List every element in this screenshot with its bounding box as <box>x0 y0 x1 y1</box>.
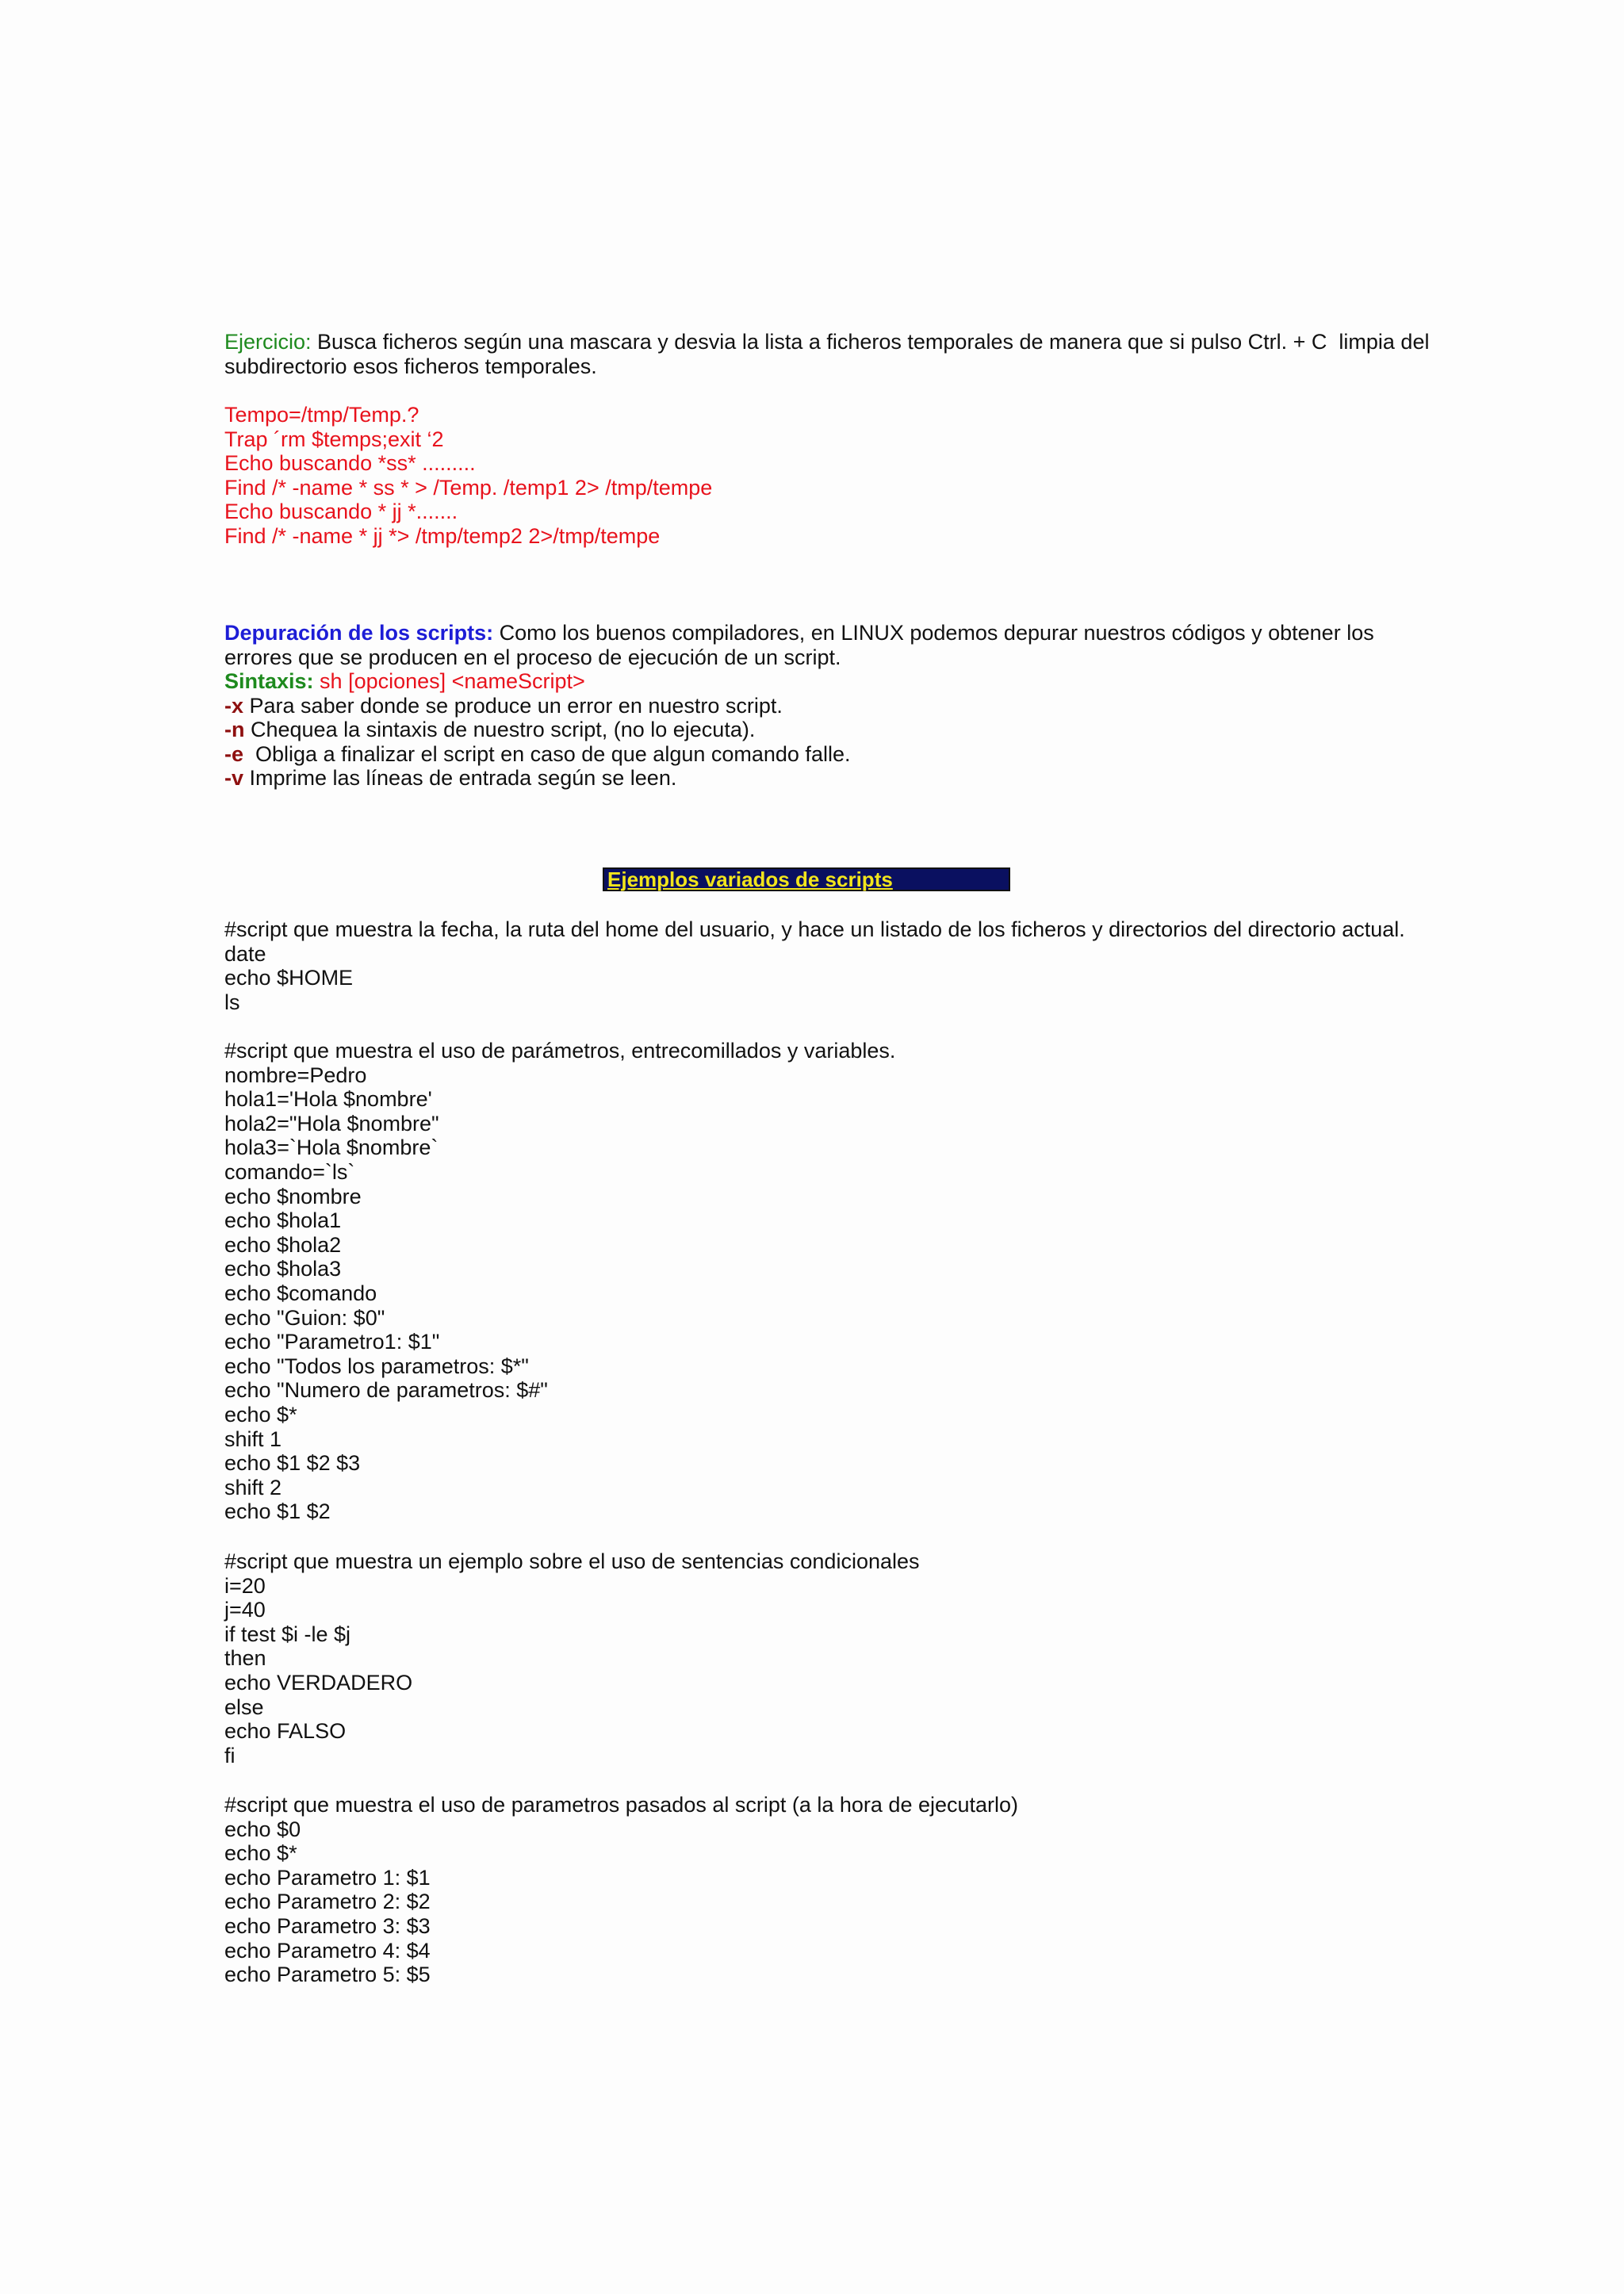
code-line: Echo buscando * jj *....... <box>224 500 458 524</box>
ejercicio-code-block <box>224 403 1414 549</box>
script-line: echo $hola2 <box>224 1232 342 1257</box>
script-line: echo $* <box>224 1841 297 1866</box>
sintaxis-line <box>224 669 1414 694</box>
option-e <box>224 742 1414 767</box>
ejercicio-text-2: subdirectorio esos ficheros temporales. <box>224 354 597 378</box>
script-block-2 <box>224 1039 1414 1524</box>
option-desc: Obliga a finalizar el script en caso de que algun comando falle. <box>243 741 851 766</box>
script-line: echo "Todos los parametros: $*" <box>224 1354 529 1378</box>
depuracion-section <box>224 621 1414 791</box>
script-line: else <box>224 1695 264 1719</box>
depuracion-text-2: errores que se producen en el proceso de ejecución de un script. <box>224 645 841 669</box>
sintaxis-value: sh [opciones] <nameScript> <box>313 669 585 693</box>
option-flag: -e <box>224 741 244 766</box>
script-block-4 <box>224 1793 1414 1987</box>
code-line: Find /* -name * ss * > /Temp. /temp1 2> /tmp/tempe <box>224 475 713 500</box>
script-line: echo Parametro 2: $2 <box>224 1890 431 1914</box>
script-line: echo $1 $2 $3 <box>224 1451 361 1476</box>
script-line: nombre=Pedro <box>224 1063 367 1087</box>
script-line: i=20 <box>224 1573 266 1598</box>
script-line: echo $1 $2 <box>224 1499 331 1524</box>
ejercicio-line-1 <box>224 330 1430 354</box>
option-desc: Imprime las líneas de entrada según se leen. <box>243 766 677 790</box>
code-line: Find /* -name * jj *> /tmp/temp2 2>/tmp/tempe <box>224 523 661 548</box>
ejercicio-label: Ejercicio: <box>224 330 312 354</box>
script-comment: #script que muestra un ejemplo sobre el uso de sentencias condicionales <box>224 1549 920 1573</box>
script-line: if test $i -le $j <box>224 1622 351 1646</box>
script-line: ls <box>224 990 240 1014</box>
script-line: echo $nombre <box>224 1184 362 1208</box>
script-line: hola3=`Hola $nombre` <box>224 1136 439 1160</box>
section-banner <box>603 867 1010 891</box>
ejercicio-paragraph <box>224 330 1430 378</box>
script-line: echo "Parametro1: $1" <box>224 1330 440 1354</box>
script-line: echo "Guion: $0" <box>224 1305 385 1330</box>
script-line: echo Parametro 1: $1 <box>224 1865 431 1890</box>
script-line: echo $0 <box>224 1817 301 1841</box>
option-x <box>224 694 1414 718</box>
depuracion-text-1: Como los buenos compiladores, en LINUX podemos depurar nuestros códigos y obtener los <box>493 621 1374 645</box>
depuracion-heading: Depuración de los scripts: <box>224 621 494 645</box>
script-line: hola2="Hola $nombre" <box>224 1111 439 1136</box>
option-v <box>224 766 1414 791</box>
code-line: Tempo=/tmp/Temp.? <box>224 403 419 427</box>
script-line: echo VERDADERO <box>224 1670 413 1695</box>
option-flag: -v <box>224 766 244 790</box>
script-line: comando=`ls` <box>224 1159 355 1184</box>
option-n <box>224 718 1414 742</box>
script-line: then <box>224 1646 266 1671</box>
script-line: echo $hola1 <box>224 1208 342 1233</box>
ejercicio-text-1: Busca ficheros según una mascara y desvia la lista a ficheros temporales de manera que si pulso Ctrl. + C limpia del <box>311 330 1430 354</box>
script-line: echo Parametro 4: $4 <box>224 1938 431 1963</box>
script-line: echo Parametro 3: $3 <box>224 1913 431 1938</box>
code-line: Echo buscando *ss* ......... <box>224 451 476 476</box>
option-desc: Chequea la sintaxis de nuestro script, (no lo ejecuta). <box>244 718 756 741</box>
option-desc: Para saber donde se produce un error en nuestro script. <box>243 693 783 718</box>
script-line: echo Parametro 5: $5 <box>224 1963 431 1987</box>
script-line: echo $HOME <box>224 966 354 990</box>
script-comment: #script que muestra la fecha, la ruta del home del usuario, y hace un listado de los ficheros y directorios del directorio actual. <box>224 917 1405 941</box>
script-block-1 <box>224 917 1414 1014</box>
script-line: shift 1 <box>224 1427 282 1451</box>
banner-title: Ejemplos variados de scripts <box>607 867 893 891</box>
script-comment: #script que muestra el uso de parametros pasados al script (a la hora de ejecutarlo) <box>224 1793 1019 1817</box>
script-line: fi <box>224 1743 236 1767</box>
script-block-3 <box>224 1549 1414 1767</box>
sintaxis-label: Sintaxis: <box>224 669 314 693</box>
script-line: echo FALSO <box>224 1719 347 1744</box>
script-line: echo $hola3 <box>224 1257 342 1281</box>
script-line: echo $* <box>224 1402 297 1427</box>
script-line: hola1='Hola $nombre' <box>224 1087 432 1112</box>
option-flag: -x <box>224 693 244 718</box>
script-line: shift 2 <box>224 1475 282 1499</box>
depuracion-line-1 <box>224 621 1414 645</box>
script-line: date <box>224 941 266 966</box>
option-flag: -n <box>224 718 245 741</box>
script-line: echo $comando <box>224 1281 377 1305</box>
script-line: echo "Numero de parametros: $#" <box>224 1378 548 1403</box>
script-comment: #script que muestra el uso de parámetros, entrecomillados y variables. <box>224 1039 896 1063</box>
code-line: Trap ´rm $temps;exit ‘2 <box>224 427 444 451</box>
script-line: j=40 <box>224 1598 266 1622</box>
